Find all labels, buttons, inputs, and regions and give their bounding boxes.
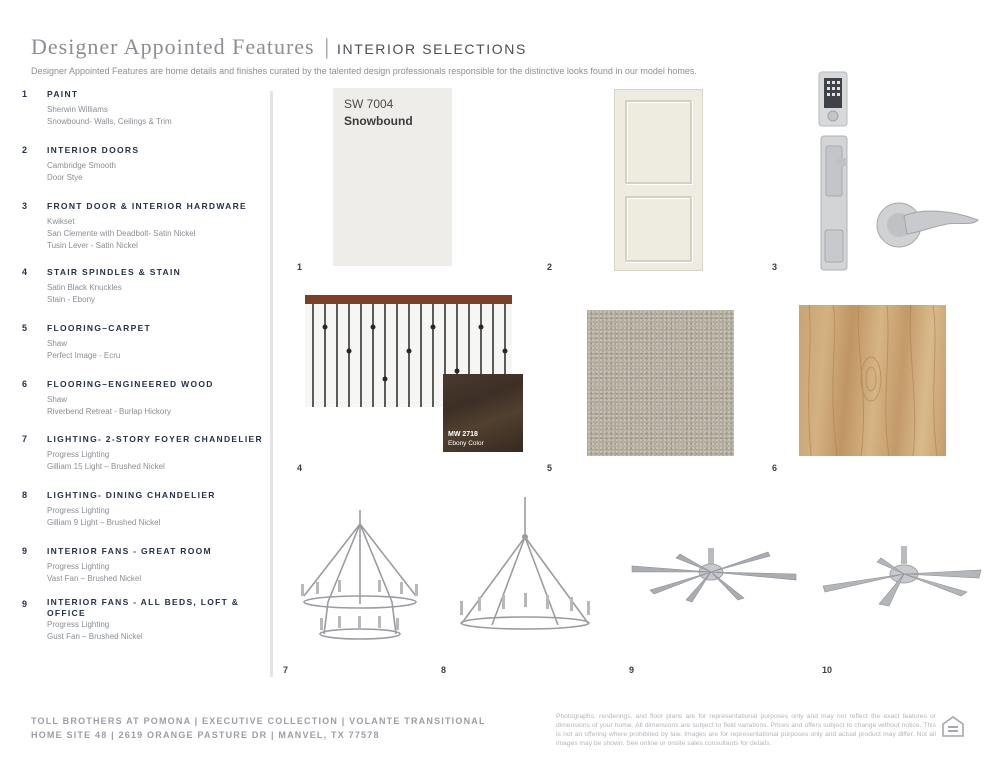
item-detail: Gilliam 15 Light – Brushed Nickel [47, 462, 165, 471]
list-item-wood [22, 379, 267, 418]
paint-swatch [333, 88, 452, 266]
image-label-2: 2 [547, 262, 553, 272]
item-number: 2 [22, 145, 28, 155]
title-row [31, 34, 973, 60]
item-detail: Progress Lighting [47, 562, 110, 571]
list-item-carpet [22, 323, 267, 362]
item-number: 9 [22, 546, 28, 556]
image-label-3: 3 [772, 262, 778, 272]
item-detail: Tusin Lever - Satin Nickel [47, 241, 138, 250]
image-label-10: 10 [822, 665, 833, 675]
door-lower-panel [625, 196, 692, 262]
foyer-chandelier-image [298, 510, 422, 652]
item-detail: Gilliam 9 Light – Brushed Nickel [47, 518, 161, 527]
hardware-image [812, 70, 987, 280]
stain-swatch [443, 374, 523, 452]
item-title: INTERIOR FANS - GREAT ROOM [47, 546, 212, 556]
footer-line-1: TOLL BROTHERS AT POMONA | EXECUTIVE COLLECTION | VOLANTE TRANSITIONAL [31, 716, 486, 726]
item-detail: Gust Fan – Brushed Nickel [47, 632, 143, 641]
footer-community-info [31, 714, 486, 742]
item-detail: San Clemente with Deadbolt- Satin Nickel [47, 229, 196, 238]
item-detail: Sherwin Williams [47, 105, 108, 114]
image-label-6: 6 [772, 463, 778, 473]
item-title: STAIR SPINDLES & STAIN [47, 267, 182, 277]
list-item-great-room-fan [22, 546, 267, 585]
item-title: LIGHTING- DINING CHANDELIER [47, 490, 216, 500]
item-detail: Satin Black Knuckles [47, 283, 122, 292]
vertical-divider [270, 91, 273, 677]
vast-fan-image [630, 548, 798, 604]
gust-fan-image [821, 546, 983, 610]
list-item-interior-doors [22, 145, 267, 184]
door-upper-panel [625, 100, 692, 184]
item-detail: Cambridge Smooth [47, 161, 116, 170]
item-detail: Progress Lighting [47, 506, 110, 515]
item-title: LIGHTING- 2-STORY FOYER CHANDELIER [47, 434, 263, 444]
item-detail: Stain - Ebony [47, 295, 96, 304]
list-item-hardware [22, 201, 267, 252]
item-detail: Shaw [47, 395, 68, 404]
page-subtitle: Designer Appointed Features are home details and finishes curated by the talented design professionals responsible for the distinctive looks found in our model homes. [31, 66, 697, 76]
item-detail: Progress Lighting [47, 450, 110, 459]
list-item-stair [22, 267, 267, 306]
item-number: 9 [22, 599, 28, 609]
stain-code: MW 2718 [448, 431, 478, 438]
item-number: 6 [22, 379, 28, 389]
item-detail: Snowbound- Walls, Ceilings & Trim [47, 117, 172, 126]
item-number: 7 [22, 434, 28, 444]
item-title-continued: OFFICE [47, 608, 86, 618]
list-item-paint [22, 89, 267, 128]
item-detail: Door Stye [47, 173, 83, 182]
section-title: INTERIOR SELECTIONS [337, 41, 527, 57]
image-label-7: 7 [283, 665, 289, 675]
paint-name: Snowbound [344, 114, 413, 128]
item-title: INTERIOR DOORS [47, 145, 140, 155]
paint-code: SW 7004 [344, 97, 394, 111]
footer-line-2: HOME SITE 48 | 2619 ORANGE PASTURE DR | MANVEL, TX 77578 [31, 730, 380, 740]
item-detail: Progress Lighting [47, 620, 110, 629]
item-number: 5 [22, 323, 28, 333]
stain-name: Ebony Color [448, 440, 484, 447]
item-title: PAINT [47, 89, 79, 99]
door-image [614, 89, 703, 271]
item-title: FLOORING–CARPET [47, 323, 152, 333]
image-label-1: 1 [297, 262, 303, 272]
item-number: 4 [22, 267, 28, 277]
list-item-dining-chandelier [22, 490, 267, 529]
list-item-bedroom-fans [22, 597, 267, 643]
item-detail: Shaw [47, 339, 68, 348]
item-title: FRONT DOOR & INTERIOR HARDWARE [47, 201, 248, 211]
item-number: 1 [22, 89, 28, 99]
item-detail: Perfect Image - Ecru [47, 351, 121, 360]
footer-disclaimer: Photographs, renderings, and floor plans are for representational purposes only and may not reflect the exact features or dimensions of your home. All dimensions are subject to field variations. Prices and offers subject to change without notice. This is not an offering where prohibited by law. Images are for representational purposes only and actual product may differ. Not all images may be shown. See online or onsite sales consultants for details. [556, 713, 936, 747]
item-number: 3 [22, 201, 28, 211]
equal-housing-icon [941, 714, 965, 738]
list-item-foyer-chandelier [22, 434, 267, 473]
wood-grain-pattern [799, 305, 946, 456]
image-label-9: 9 [629, 665, 635, 675]
item-title: FLOORING–ENGINEERED WOOD [47, 379, 214, 389]
image-label-8: 8 [441, 665, 447, 675]
image-label-5: 5 [547, 463, 553, 473]
item-number: 8 [22, 490, 28, 500]
title-separator: | [324, 34, 330, 59]
page-title: Designer Appointed Features [31, 34, 315, 59]
item-detail: Kwikset [47, 217, 75, 226]
image-label-4: 4 [297, 463, 303, 473]
wood-swatch [799, 305, 946, 456]
dining-chandelier-image [456, 497, 594, 635]
item-detail: Riverbend Retreat - Burlap Hickory [47, 407, 172, 416]
item-detail: Vast Fan – Brushed Nickel [47, 574, 142, 583]
carpet-swatch [587, 310, 734, 456]
item-title: INTERIOR FANS - ALL BEDS, LOFT & [47, 597, 240, 607]
